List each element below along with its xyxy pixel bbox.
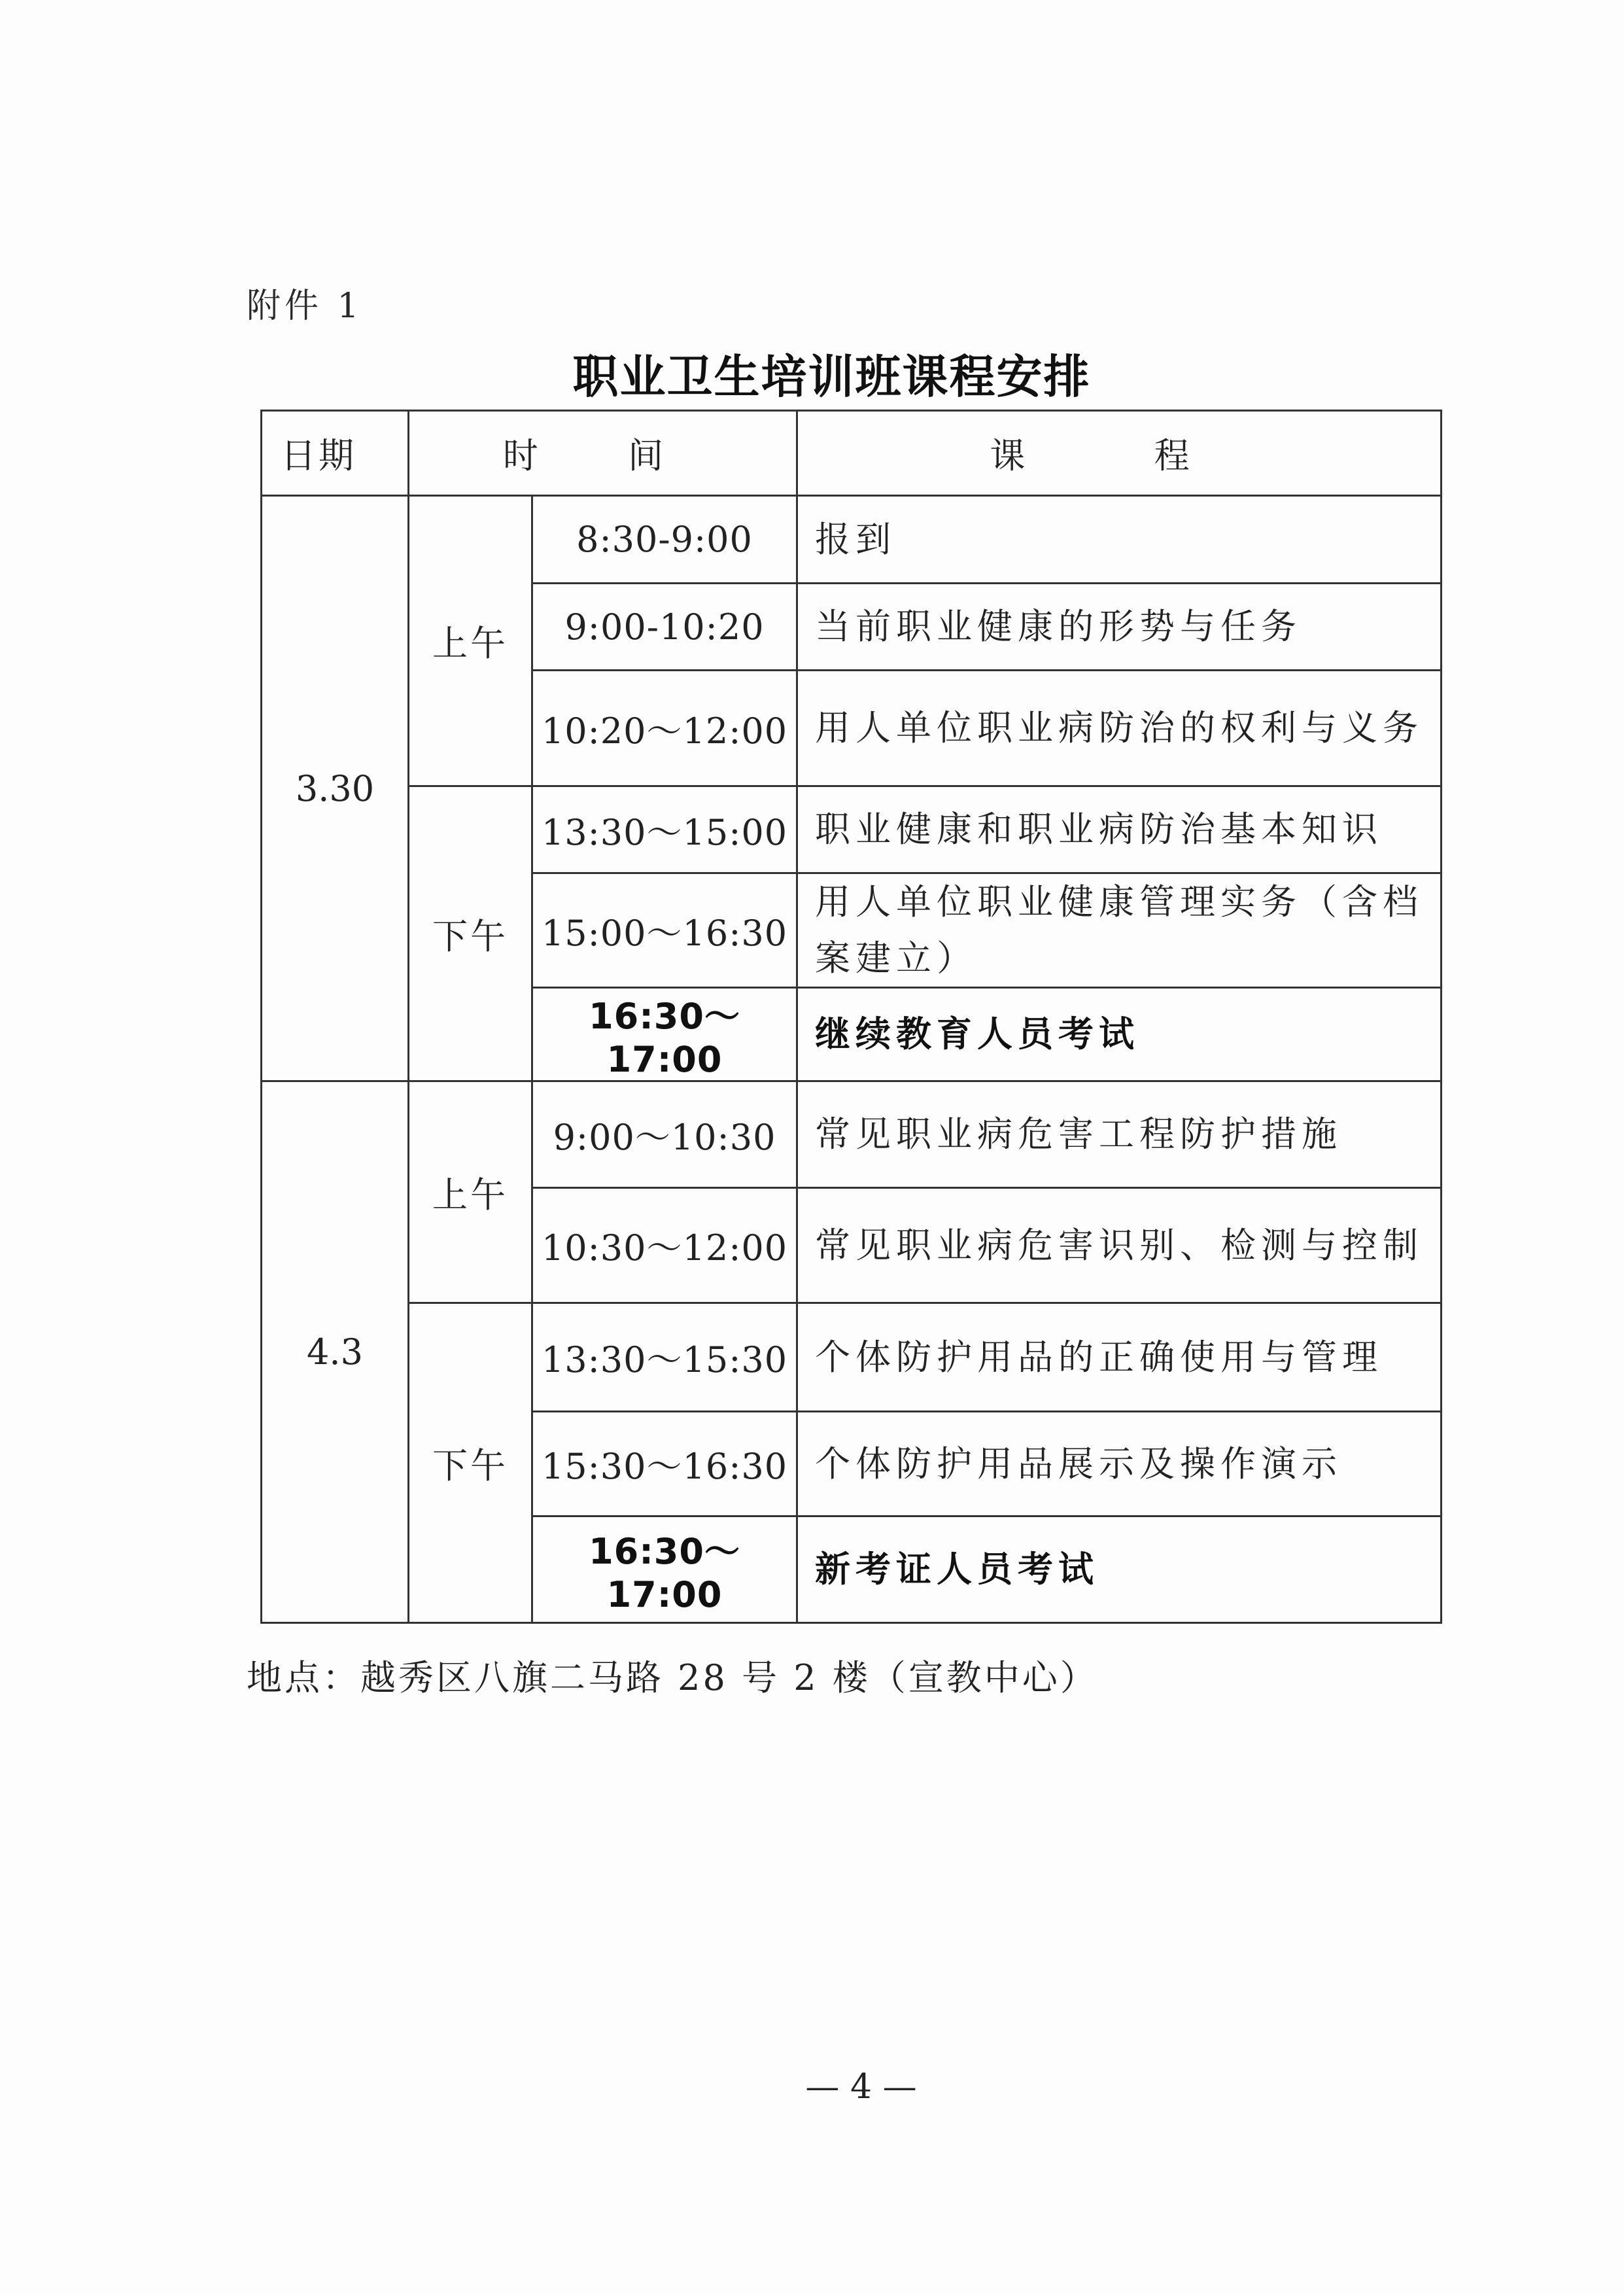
time-cell: 9:00-10:20 (532, 584, 797, 671)
header-time: 时 间 (409, 411, 797, 496)
course-cell: 当前职业健康的形势与任务 (797, 584, 1442, 671)
course-cell: 常见职业病危害识别、检测与控制 (797, 1188, 1442, 1303)
header-date: 日期 (262, 411, 409, 496)
table-row (262, 496, 1442, 584)
time-cell: 13:30～15:00 (532, 786, 797, 873)
period-cell: 上午 (409, 1081, 532, 1303)
course-cell: 职业健康和职业病防治基本知识 (797, 786, 1442, 873)
time-cell: 15:30～16:30 (532, 1412, 797, 1516)
location-note: 地点：越秀区八旗二马路 28 号 2 楼（宣教中心） (247, 1657, 1098, 1698)
course-cell: 常见职业病危害工程防护措施 (797, 1081, 1442, 1188)
period-cell: 下午 (409, 1303, 532, 1623)
table-header-row (262, 411, 1442, 496)
date-cell: 3.30 (262, 496, 409, 1081)
time-cell: 10:30～12:00 (532, 1188, 797, 1303)
time-cell: 13:30～15:30 (532, 1303, 797, 1412)
table-row (262, 1081, 1442, 1188)
course-cell: 报到 (797, 496, 1442, 584)
time-cell: 16:30～17:00 (532, 1516, 797, 1623)
course-cell: 用人单位职业病防治的权利与义务 (797, 671, 1442, 786)
attachment-label: 附件 1 (247, 287, 363, 326)
period-cell: 下午 (409, 786, 532, 1081)
time-cell: 8:30-9:00 (532, 496, 797, 584)
time-cell: 9:00～10:30 (532, 1081, 797, 1188)
course-cell: 个体防护用品的正确使用与管理 (797, 1303, 1442, 1412)
date-cell: 4.3 (262, 1081, 409, 1623)
time-cell: 10:20～12:00 (532, 671, 797, 786)
course-cell: 个体防护用品展示及操作演示 (797, 1412, 1442, 1516)
header-course: 课 程 (797, 411, 1442, 496)
table-row (262, 1303, 1442, 1412)
period-cell: 上午 (409, 496, 532, 786)
table-row (262, 786, 1442, 873)
course-cell: 用人单位职业健康管理实务（含档案建立） (797, 873, 1442, 988)
time-cell: 15:00～16:30 (532, 873, 797, 988)
page-number: — 4 — (805, 2067, 917, 2107)
document-title: 职业卫生培训班课程安排 (572, 350, 1091, 404)
course-cell: 新考证人员考试 (797, 1516, 1442, 1623)
course-schedule-table (260, 410, 1442, 1624)
time-cell: 16:30～17:00 (532, 988, 797, 1081)
course-cell: 继续教育人员考试 (797, 988, 1442, 1081)
